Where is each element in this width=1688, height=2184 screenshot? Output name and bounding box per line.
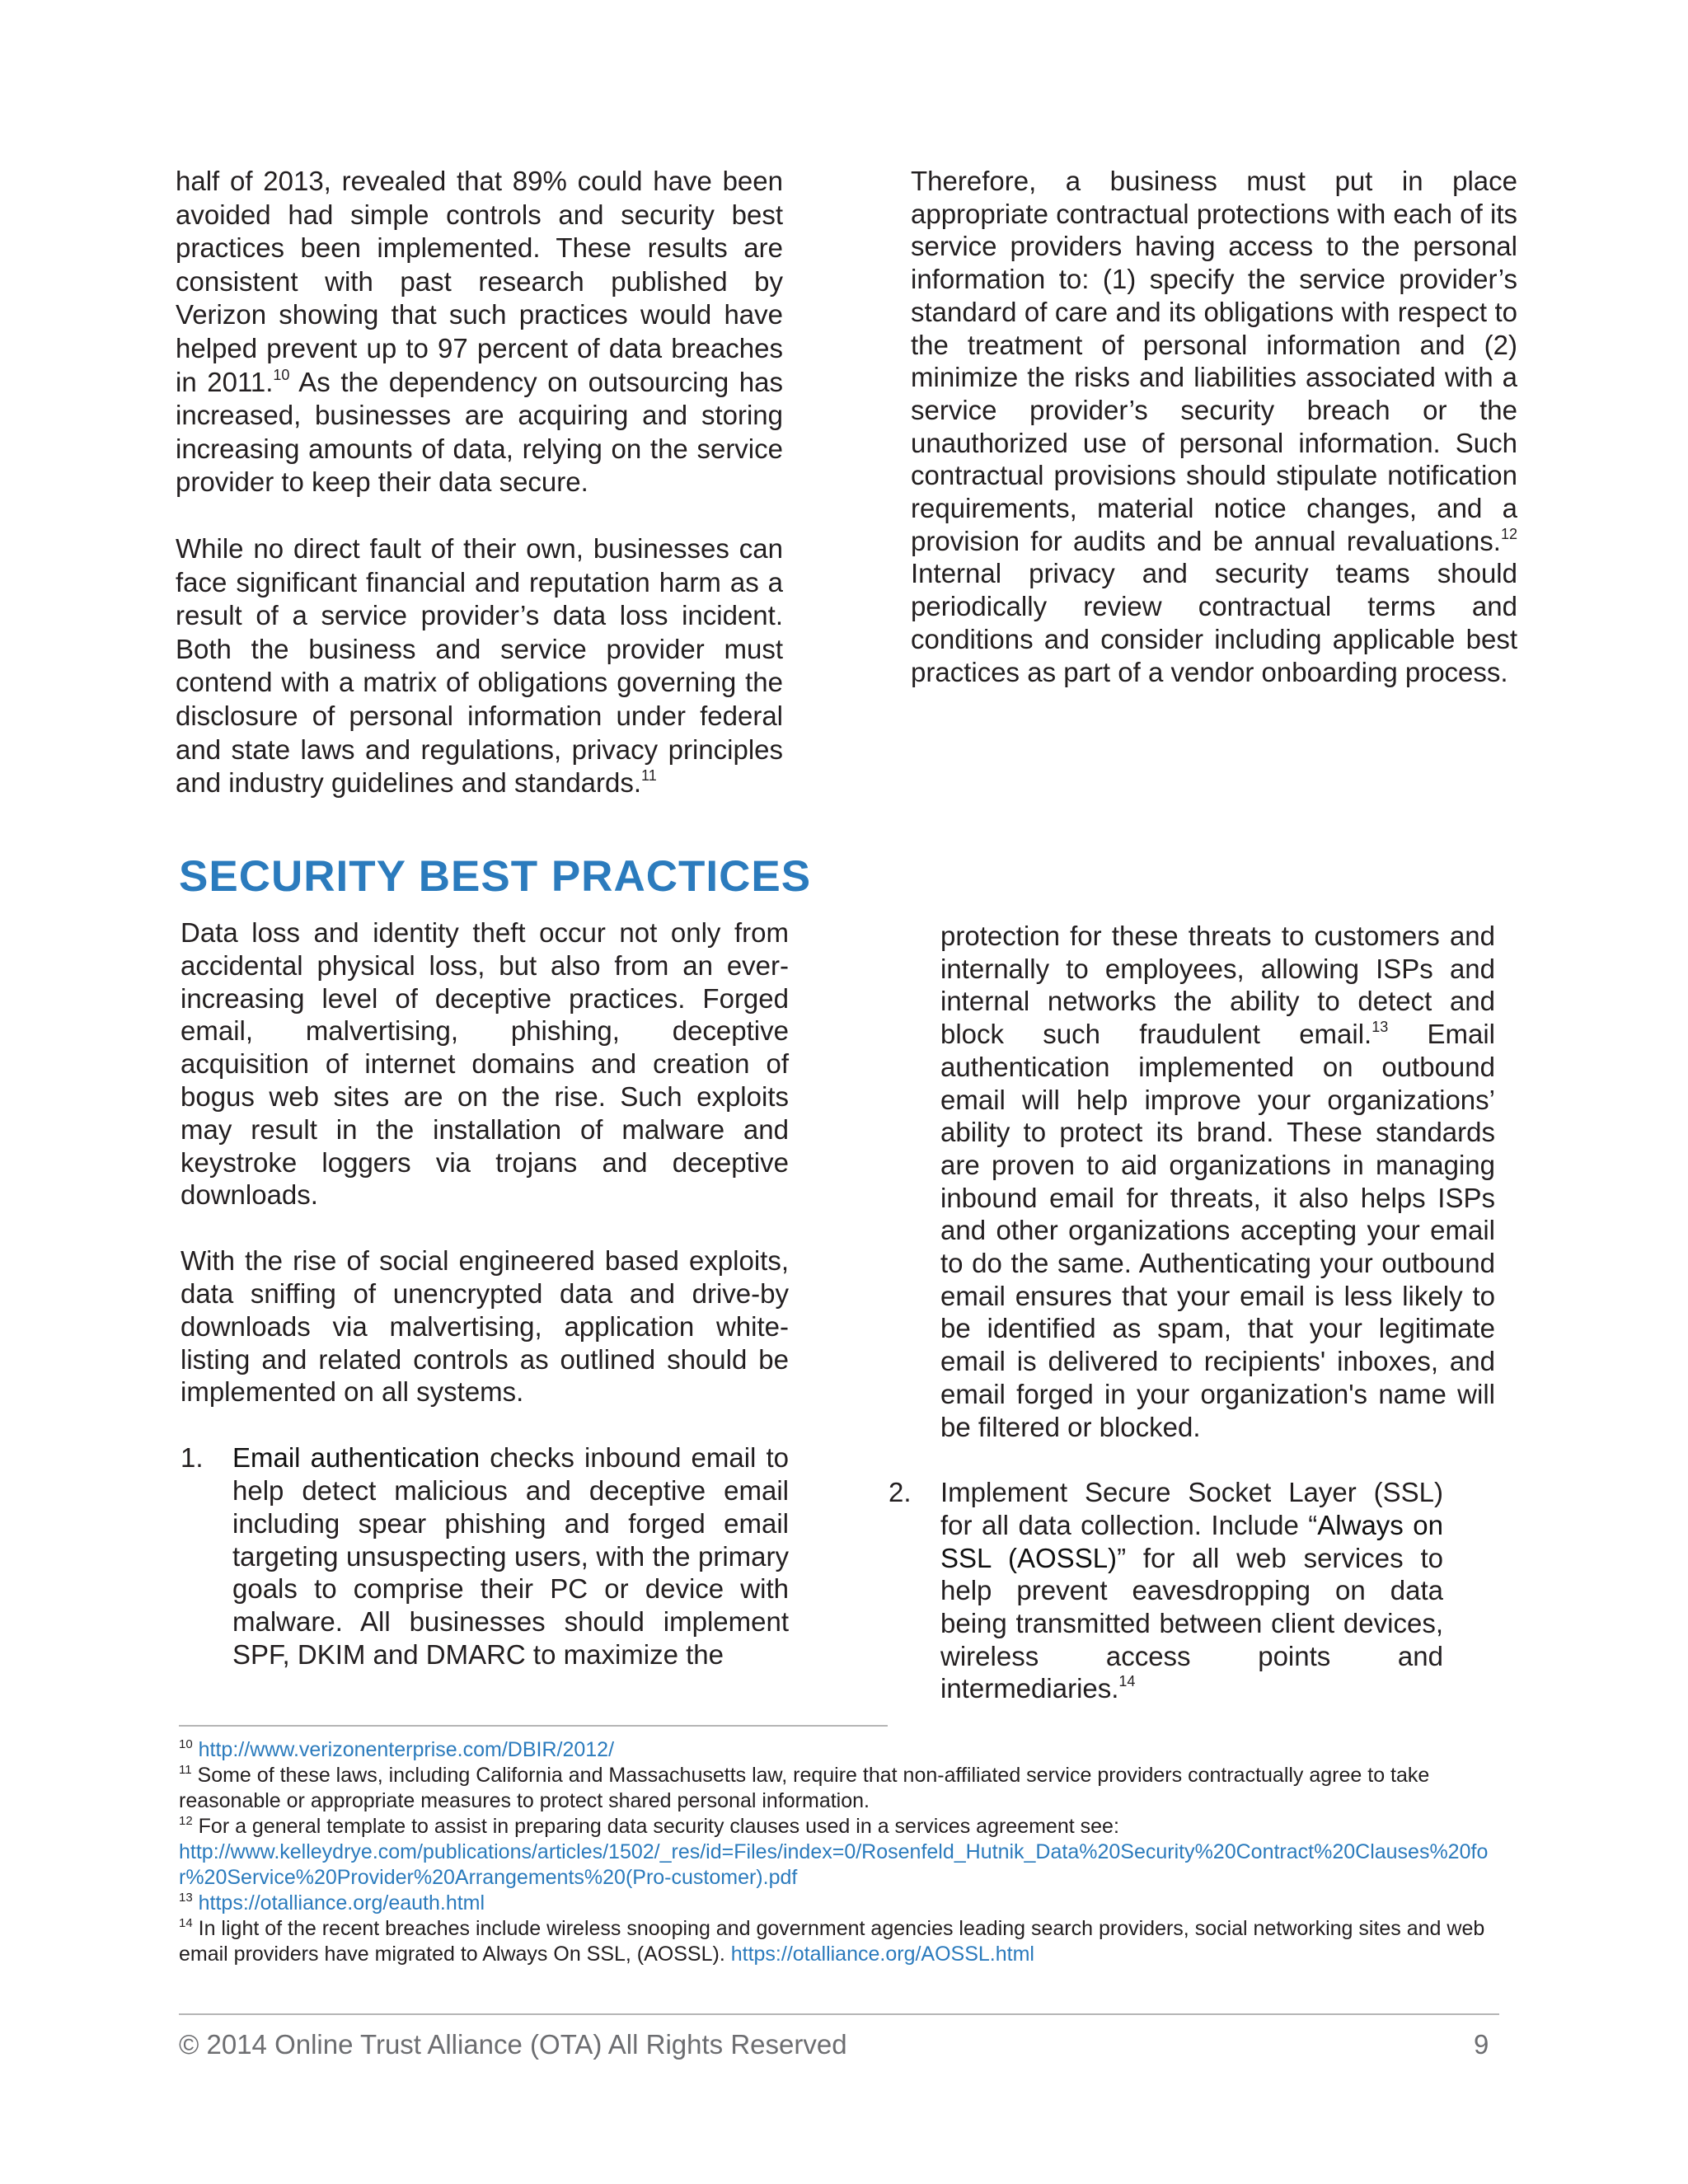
footnote-ref-13[interactable]: 13 (1372, 1019, 1389, 1036)
footnote-13: $^{13}$ https://otalliance.org/eauth.html (179, 1890, 485, 1915)
kelleydrye-link[interactable]: http://www.kelleydrye.com/publications/articles/1502/_res/id=Files/index=0/Rosenfeld_Hutnik_Data%20Security%20Contract%20Clauses%20for%20Service%20Provider%20Arrangements%20(Pro-customer).pdf (179, 1840, 1489, 1889)
aossl-term: Always on SSL (AOSSL) (940, 1509, 1443, 1573)
email-authentication-term: Email authentication (232, 1442, 481, 1474)
list-number: 1. (181, 1442, 204, 1474)
top-left-column (176, 165, 783, 800)
list-number: 2. (889, 1477, 912, 1508)
bottom-left-column (181, 916, 789, 1671)
footnote-ref-14[interactable]: 14 (1118, 1673, 1136, 1690)
footer-divider (179, 2013, 1499, 2015)
footnote-14: $^{14}$ In light of the recent breaches include wireless snooping and government agencies leading search providers, social networking sites and web email providers have migrated to Always On SSL, (AOSSL). https://otalliance.org/AOSSL.html (179, 1915, 1485, 1966)
best-practices-list-continued (889, 1476, 1443, 1705)
footnote-ref-10[interactable]: 10 (273, 366, 290, 383)
footnote-10: $^{10}$ http://www.verizonenterprise.com/DBIR/2012/ (179, 1736, 615, 1761)
section-heading: SECURITY BEST PRACTICES (179, 852, 812, 901)
email-auth-continued-paragraph: protection for these threats to customers and internally to employees, allowing ISPs and internal networks the ability to detect and block such fraudulent email.$^{13}$ Email authentication implemented on outbound email will help improve your organizations’ ability to protect its brand. These standards are proven to aid organizations in managing inbound email for threats, it also helps ISPs and other organizations accepting your email to do the same. Authenticating your outbound email ensures that your email is less likely to be identified as spam, that your legitimate email is delivered to recipients' inboxes, and email forged in your organization's name will be filtered or blocked. (940, 921, 1495, 1442)
identity-theft-paragraph: Data loss and identity theft occur not only from accidental physical loss, but also from an ever-increasing level of deceptive practices. Forged email, malvertising, phishing, deceptive acquisition of internet domains and creation of bogus web sites are on the rise. Such exploits may result in the installation of malware and keystroke loggers via trojans and deceptive downloads. (181, 917, 789, 1211)
footnote-ref-12[interactable]: 12 (1500, 525, 1517, 542)
footnote-11: $^{11}$ Some of these laws, including California and Massachusetts law, require that non-affiliated service providers contractually agree to take reasonable or appropriate measures to protect shared personal information. (179, 1762, 1430, 1812)
copyright-notice: © 2014 Online Trust Alliance (OTA) All Rights Reserved (179, 2029, 847, 2060)
list-item-email-authentication: 1. Email authentication checks inbound email to help detect malicious and deceptive email including spear phishing and forged email targeting unsuspecting users, with the primary goals to comprise their PC or device with malware. All businesses should implement SPF, DKIM and DMARC to maximize the (181, 1442, 789, 1670)
top-right-column (911, 165, 1517, 688)
eauth-link[interactable]: https://otalliance.org/eauth.html (198, 1891, 485, 1915)
footnote-12: $^{12}$ For a general template to assist in preparing data security clauses used in a services agreement see: http://www.kelleydrye.com/publications/articles/1502/_res/id=Files/index=0/Rosenfeld_Hutnik_Data%20Security%20Contract%20Clauses%20for%20Service%20Provider%20Arrangements%20(Pro-customer).pdf (179, 1813, 1489, 1889)
verizon-link[interactable]: http://www.verizonenterprise.com/DBIR/2012/ (198, 1738, 615, 1761)
footnote-ref-11[interactable]: 11 (641, 767, 657, 785)
outsourcing-paragraph: half of 2013, revealed that 89% could have been avoided had simple controls and security best practices been implemented. These results are consistent with past research published by Verizon showing that such practices would have helped prevent up to 97 percent of data breaches in 2011.10 As the dependency on outsourcing has increased, businesses are acquiring and storing increasing amounts of data, relying on the service provider to keep their data secure. (176, 166, 783, 498)
bottom-right-column (889, 920, 1495, 1705)
list-item-ssl: 2. Implement Secure Socket Layer (SSL) for all data collection. Include “Always on SSL (AOSSL)” for all web services to help prevent eavesdropping on data being transmitted between client devices, wireless access points and intermediaries.$^{14}$ (889, 1477, 1443, 1704)
footnotes (179, 1737, 1489, 1967)
aossl-link[interactable]: https://otalliance.org/AOSSL.html (730, 1943, 1034, 1966)
footnote-divider (179, 1725, 888, 1727)
best-practices-list (181, 1441, 789, 1671)
social-exploits-paragraph: With the rise of social engineered based exploits, data sniffing of unencrypted data and drive-by downloads via malvertising, application white-listing and related controls as outlined should be implemented on all systems. (181, 1245, 789, 1408)
contractual-protections-paragraph: Therefore, a business must put in place appropriate contractual protections with each of its service providers having access to the personal information to: (1) specify the service provider’s standard of care and its obligations with respect to the treatment of personal information and (2) minimize the risks and liabilities associated with a service provider’s security breach or the unauthorized use of personal information. Such contractual provisions should stipulate notification requirements, material notice changes, and a provision for audits and be annual revaluations.$^{12}$ Internal privacy and security teams should periodically review contractual terms and conditions and consider including applicable best practices as part of a vendor onboarding process. (911, 166, 1517, 687)
page-number: 9 (1474, 2029, 1489, 2060)
service-provider-harm-paragraph: While no direct fault of their own, businesses can face significant financial and reputation harm as a result of a service provider’s data loss incident. Both the business and service provider must contend with a matrix of obligations governing the disclosure of personal information under federal and state laws and regulations, privacy principles and industry guidelines and standards.$^{11}$ (176, 532, 783, 799)
